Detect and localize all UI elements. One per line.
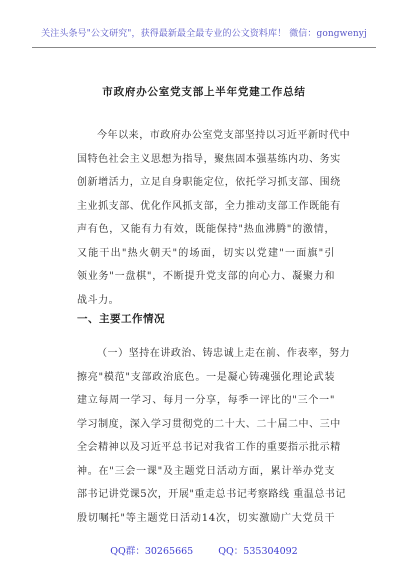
body-paragraph	[77, 342, 351, 530]
intro-line: 又能干出"热火朝天"的场面，切实以党建"一面旗"引	[77, 247, 335, 259]
body-line: （一）坚持在讲政治、铸忠诚上走在前、作表率，努力	[97, 348, 351, 359]
body-line: 全会精神以及习近平总书记对我省工作的重要指示批示精	[77, 442, 341, 453]
body-line: 擦亮"模范"支部政治底色。一是凝心铸魂强化理论武装	[77, 371, 335, 383]
body-line: 部书记讲党课5次，开展"重走总书记考察路线 重温总书记	[77, 489, 346, 500]
intro-line: 今年以来，市政府办公室党支部坚持以习近平新时代中	[97, 130, 351, 141]
section-heading: 一、主要工作情况	[77, 313, 165, 325]
body-line: 殷切嘱托"等主题党日活动14次，切实激励广大党员干	[77, 512, 335, 524]
intro-line: 国特色社会主义思想为指导，聚焦固本强基练内功、务实	[77, 153, 341, 165]
body-line: 神。在"三会一课"及主题党日活动方面，累计举办党支	[77, 465, 335, 477]
body-line: 建立每周一学习、每月一分享，每季一评比的"三个一"	[77, 395, 335, 406]
intro-line: 领业务"一盘棋"，不断提升党支部的向心力、凝聚力和	[77, 271, 335, 282]
document-title: 市政府办公室党支部上半年党建工作总结	[102, 86, 306, 98]
intro-line: 创新增活力，立足自身职能定位，依托学习抓支部、围绕	[77, 177, 341, 188]
footer-contact	[0, 543, 408, 557]
header-divider	[32, 47, 376, 48]
footer-qq-group: QQ群：30265665	[110, 546, 194, 557]
footer-qq: QQ：535304092	[218, 546, 298, 557]
body-line: 学习制度，深入学习贯彻党的二十大、二十届二中、三中	[77, 418, 341, 430]
intro-line: 战斗力。	[77, 294, 120, 306]
intro-line: 声有色，又能有力有效，既能保持"热血沸腾"的激情，	[77, 224, 335, 235]
header-banner: 关注头条号"公文研究"，获得最新最全最专业的公文资料库！ 微信：gongwenyj	[41, 29, 367, 39]
intro-line: 主业抓支部、优化作风抓支部，全力推动支部工作既能有	[77, 200, 341, 212]
intro-paragraph	[77, 124, 351, 312]
